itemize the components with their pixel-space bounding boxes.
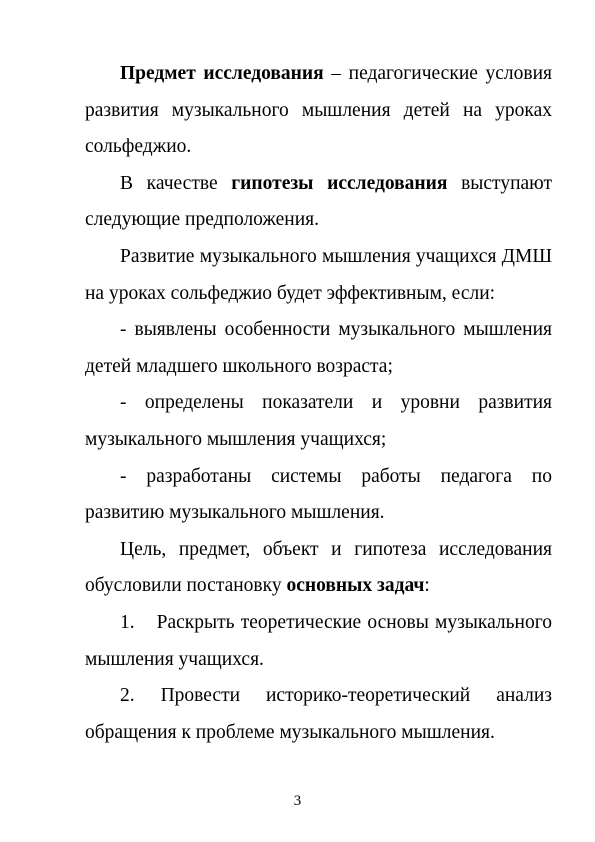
paragraph-tasks-intro [85,532,552,605]
paragraph-condition: Развитие музыкального мышления учащихся ДМШ на уроках сольфеджио будет эффективным, если: [85,245,552,304]
list-item-dash-1: - выявлены особенности музыкального мышления детей младшего школьного возраста; [85,319,552,377]
paragraph-hypothesis-text: выступают следующие предположения. [85,172,552,231]
paragraph-tasks-intro-colon: : [424,575,430,597]
list-item-task-2 [85,678,552,751]
term-subject: Предмет исследования [120,63,324,84]
term-hypothesis: гипотезы исследования [231,172,448,194]
list-item-task-1 [85,605,552,678]
term-main-tasks: основных задач [286,575,425,597]
list-item-dash-2: - определены показатели и уровни развития музыкального мышления учащихся; [85,392,552,450]
list-number-2: 2. [120,685,135,707]
list-item-dash-3: - разработаны системы работы педагога по развитию музыкального мышления. [85,465,552,524]
paragraph-subject [85,56,552,166]
task-1-text: Раскрыть теоретические основы музыкального мышления учащихся. [85,611,552,670]
task-2-text: Провести историко-теоретический анализ обращения к проблеме музыкального мышления. [85,685,552,743]
paragraph-hypothesis [85,166,552,239]
paragraph-hypothesis-lead: В качестве [120,172,232,194]
document-body [85,56,552,751]
page-number: 3 [293,793,302,809]
list-number-1: 1. [120,611,135,633]
paragraph-tasks-intro-text: Цель, предмет, объект и гипотеза исследования обусловили постановку [85,538,552,597]
paragraph-subject-text: – педагогические условия развития музыкального мышления детей на уроках сольфеджио. [85,63,552,158]
